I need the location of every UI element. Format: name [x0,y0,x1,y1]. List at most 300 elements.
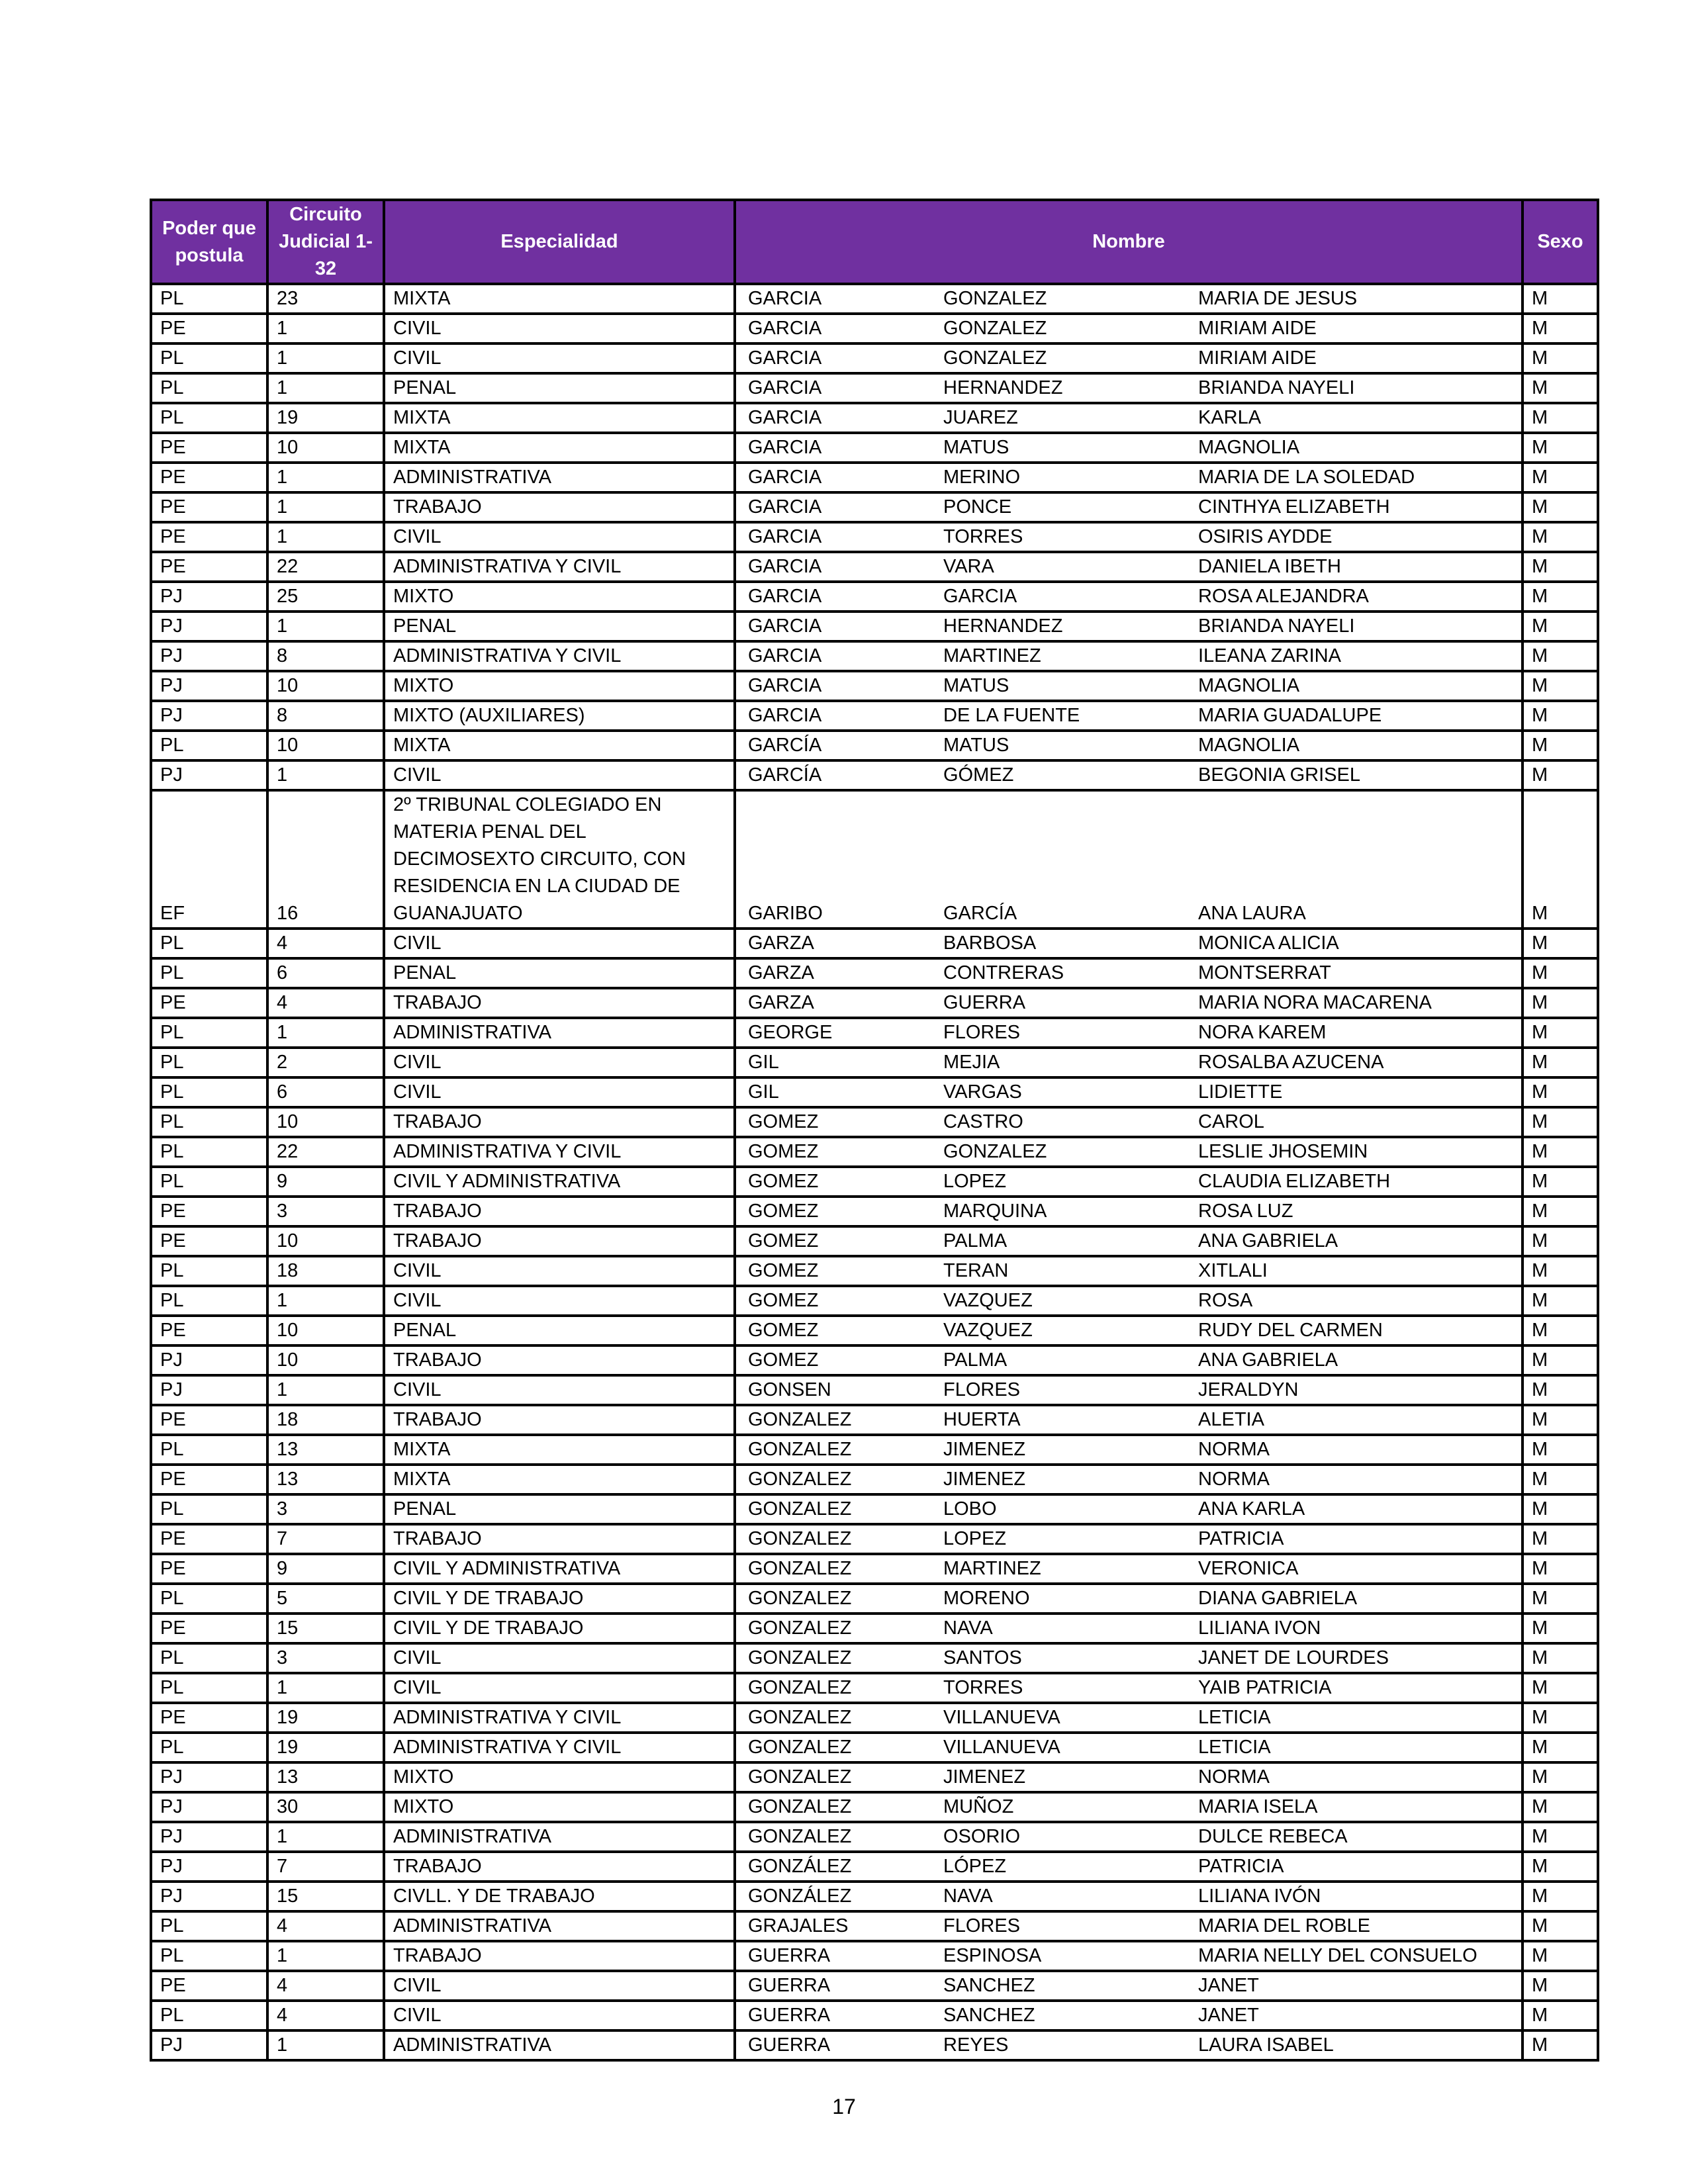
nombre-cell [735,1226,1523,1256]
apellido-paterno: GARCIA [748,526,822,547]
nombres: LAURA ISABEL [1198,2034,1334,2056]
nombres: LILIANA IVON [1198,1617,1321,1639]
header-especialidad: Especialidad [384,200,735,284]
especialidad-cell: CIVIL Y ADMINISTRATIVA [384,1554,735,1584]
table-row [151,1494,1598,1524]
apellido-paterno: GARCIA [748,675,822,696]
full-name [736,1942,1521,1970]
sexo-cell: M [1523,1316,1598,1345]
apellido-paterno: GARCIA [748,645,822,666]
nombres: ALETIA [1198,1409,1264,1430]
nombre-cell [735,492,1523,522]
especialidad-cell: CIVIL [384,1971,735,2001]
circuito-cell: 1 [267,1375,384,1405]
apellido-paterno: GARCÍA [748,735,822,756]
nombre-cell [735,1584,1523,1614]
sexo-cell: M [1523,314,1598,343]
nombre-cell [735,1137,1523,1167]
especialidad-cell: ADMINISTRATIVA [384,1018,735,1048]
apellido-paterno: GONZALEZ [748,1528,852,1549]
sexo-cell: M [1523,1584,1598,1614]
full-name [736,1377,1521,1404]
nombre-cell [735,760,1523,790]
table-row [151,1226,1598,1256]
sexo-cell: M [1523,790,1598,929]
poder-cell: PJ [151,701,267,731]
nombre-cell [735,2001,1523,2030]
circuito-cell: 8 [267,701,384,731]
poder-cell: PE [151,1554,267,1584]
circuito-cell: 10 [267,671,384,701]
poder-cell: PE [151,314,267,343]
nombres: NORMA [1198,1469,1270,1490]
sexo-cell: M [1523,701,1598,731]
nombre-cell [735,1703,1523,1733]
full-name [736,1734,1521,1761]
nombre-cell [735,2030,1523,2060]
table-row [151,343,1598,373]
nombres: MARIA DEL ROBLE [1198,1915,1371,1936]
nombres: PATRICIA [1198,1528,1284,1549]
nombres: KARLA [1198,407,1262,428]
circuito-cell: 19 [267,1703,384,1733]
apellido-paterno: GARZA [748,962,814,983]
table-row [151,988,1598,1018]
nombre-cell [735,1852,1523,1882]
sexo-cell: M [1523,1673,1598,1703]
circuito-cell: 3 [267,1643,384,1673]
apellido-materno: JIMENEZ [943,1766,1026,1788]
sexo-cell: M [1523,929,1598,958]
nombres: LIDIETTE [1198,1081,1283,1103]
nombres: MARIA DE JESUS [1198,288,1358,309]
apellido-materno: HUERTA [943,1409,1021,1430]
poder-cell: PE [151,1197,267,1226]
apellido-materno: FLORES [943,1379,1021,1400]
nombre-cell [735,1911,1523,1941]
apellido-materno: MERINO [943,467,1020,488]
especialidad-cell: TRABAJO [384,1226,735,1256]
full-name [736,285,1521,312]
apellido-paterno: GONZALEZ [748,1766,852,1788]
sexo-cell: M [1523,1971,1598,2001]
full-name [736,1794,1521,1821]
nombre-cell [735,671,1523,701]
sexo-cell: M [1523,958,1598,988]
full-name [736,553,1521,580]
poder-cell: PJ [151,641,267,671]
full-name [736,1436,1521,1463]
full-name [736,1406,1521,1433]
circuito-cell: 3 [267,1494,384,1524]
circuito-cell: 19 [267,1733,384,1762]
apellido-materno: MATUS [943,735,1009,756]
especialidad-cell: PENAL [384,373,735,403]
poder-cell: PE [151,522,267,552]
poder-cell: PE [151,1971,267,2001]
full-name [736,1853,1521,1880]
circuito-cell: 19 [267,403,384,433]
nombre-cell [735,1256,1523,1286]
apellido-materno: DE LA FUENTE [943,705,1080,726]
nombre-cell [735,284,1523,314]
nombre-cell [735,1197,1523,1226]
apellido-paterno: GUERRA [748,2034,831,2056]
nombre-cell [735,1762,1523,1792]
full-name [736,989,1521,1017]
circuito-cell: 10 [267,731,384,760]
poder-cell: PL [151,1107,267,1137]
poder-cell: PL [151,284,267,314]
full-name [736,960,1521,987]
full-name [736,930,1521,957]
sexo-cell: M [1523,1197,1598,1226]
circuito-cell: 13 [267,1762,384,1792]
full-name [736,404,1521,432]
circuito-cell: 2 [267,1048,384,1077]
table-row [151,1584,1598,1614]
table-row [151,790,1598,929]
apellido-paterno: GEORGE [748,1022,833,1043]
poder-cell: PE [151,1465,267,1494]
nombre-cell [735,1673,1523,1703]
full-name [736,1228,1521,1255]
nombres: MONICA ALICIA [1198,933,1339,954]
full-name [736,315,1521,342]
nombre-cell [735,1167,1523,1197]
header-poder: Poder que postula [151,200,267,284]
poder-cell: PL [151,1941,267,1971]
apellido-materno: GUERRA [943,992,1026,1013]
sexo-cell: M [1523,641,1598,671]
especialidad-cell: ADMINISTRATIVA Y CIVIL [384,1703,735,1733]
apellido-paterno: GARCIA [748,437,822,458]
poder-cell: PL [151,1256,267,1286]
apellido-materno: HERNANDEZ [943,615,1063,637]
header-circuito: Circuito Judicial 1-32 [267,200,384,284]
full-name [736,2002,1521,2029]
table-row [151,641,1598,671]
full-name [736,1466,1521,1493]
poder-cell: PE [151,988,267,1018]
full-name [736,1972,1521,1999]
apellido-materno: JIMENEZ [943,1439,1026,1460]
nombre-cell [735,1614,1523,1643]
poder-cell: PL [151,1286,267,1316]
especialidad-cell: PENAL [384,612,735,641]
nombre-cell [735,522,1523,552]
especialidad-cell: CIVIL Y DE TRABAJO [384,1614,735,1643]
apellido-materno: ESPINOSA [943,1945,1042,1966]
sexo-cell: M [1523,1375,1598,1405]
sexo-cell: M [1523,284,1598,314]
circuito-cell: 1 [267,2030,384,2060]
table-row [151,1256,1598,1286]
poder-cell: PJ [151,1822,267,1852]
circuito-cell: 3 [267,1197,384,1226]
sexo-cell: M [1523,552,1598,582]
apellido-paterno: GARCIA [748,407,822,428]
poder-cell: PL [151,373,267,403]
sexo-cell: M [1523,1107,1598,1137]
especialidad-cell: MIXTA [384,403,735,433]
table-row [151,1286,1598,1316]
circuito-cell: 1 [267,1673,384,1703]
nombre-cell [735,1971,1523,2001]
nombres: MARIA ISELA [1198,1796,1318,1817]
sexo-cell: M [1523,1256,1598,1286]
nombres: ROSALBA AZUCENA [1198,1052,1384,1073]
nombre-cell [735,1941,1523,1971]
apellido-paterno: GARCIA [748,288,822,309]
circuito-cell: 1 [267,314,384,343]
table-row [151,1375,1598,1405]
full-name [736,900,1521,927]
especialidad-cell: CIVIL Y DE TRABAJO [384,1584,735,1614]
especialidad-cell: ADMINISTRATIVA Y CIVIL [384,641,735,671]
poder-cell: PL [151,958,267,988]
apellido-materno: MEJIA [943,1052,1000,1073]
circuito-cell: 1 [267,522,384,552]
especialidad-cell: ADMINISTRATIVA [384,463,735,492]
nombre-cell [735,790,1523,929]
apellido-materno: HERNANDEZ [943,377,1063,398]
poder-cell: PL [151,1911,267,1941]
sexo-cell: M [1523,343,1598,373]
apellido-paterno: GARCIA [748,347,822,369]
nombre-cell [735,1286,1523,1316]
especialidad-cell: ADMINISTRATIVA Y CIVIL [384,552,735,582]
especialidad-cell: PENAL [384,1494,735,1524]
full-name [736,1138,1521,1165]
nombres: JERALDYN [1198,1379,1299,1400]
poder-cell: PE [151,1405,267,1435]
apellido-paterno: GOMEZ [748,1320,819,1341]
circuito-cell: 13 [267,1465,384,1494]
circuito-cell: 4 [267,929,384,958]
apellido-materno: VAZQUEZ [943,1290,1033,1311]
table-row [151,373,1598,403]
table-row [151,463,1598,492]
sexo-cell: M [1523,760,1598,790]
full-name [736,583,1521,610]
apellido-materno: MORENO [943,1588,1030,1609]
sexo-cell: M [1523,463,1598,492]
nombre-cell [735,731,1523,760]
especialidad-cell: 2º TRIBUNAL COLEGIADO EN MATERIA PENAL DEL DECIMOSEXTO CIRCUITO, CON RESIDENCIA EN LA CIUDAD DE GUANAJUATO [384,790,735,929]
full-name [736,1109,1521,1136]
apellido-materno: SANTOS [943,1647,1022,1668]
table-body [151,284,1598,2060]
apellido-paterno: GARIBO [748,903,823,924]
sexo-cell: M [1523,1882,1598,1911]
sexo-cell: M [1523,433,1598,463]
table-row [151,1614,1598,1643]
header-nombre: Nombre [735,200,1523,284]
poder-cell: PJ [151,1882,267,1911]
especialidad-cell: CIVIL [384,343,735,373]
apellido-paterno: GUERRA [748,1945,831,1966]
apellido-materno: GARCIA [943,586,1017,607]
apellido-paterno: GONZÁLEZ [748,1856,852,1877]
poder-cell: PJ [151,612,267,641]
nombre-cell [735,1405,1523,1435]
table-row [151,1703,1598,1733]
nombres: NORA KAREM [1198,1022,1327,1043]
poder-cell: PL [151,1077,267,1107]
apellido-materno: GONZALEZ [943,347,1047,369]
nombres: NORMA [1198,1439,1270,1460]
apellido-paterno: GONZALEZ [748,1469,852,1490]
apellido-materno: REYES [943,2034,1009,2056]
apellido-materno: MARQUINA [943,1201,1047,1222]
apellido-paterno: GONZALEZ [748,1498,852,1520]
especialidad-cell: TRABAJO [384,1405,735,1435]
full-name [736,345,1521,372]
circuito-cell: 10 [267,1226,384,1256]
apellido-paterno: GUERRA [748,2005,831,2026]
especialidad-cell: CIVIL [384,1256,735,1286]
apellido-paterno: GIL [748,1052,779,1073]
especialidad-cell: CIVIL [384,929,735,958]
especialidad-cell: MIXTA [384,433,735,463]
especialidad-cell: MIXTO (AUXILIARES) [384,701,735,731]
full-name [736,672,1521,700]
poder-cell: PL [151,2001,267,2030]
nombres: ANA GABRIELA [1198,1349,1338,1371]
apellido-paterno: GARCIA [748,556,822,577]
sexo-cell: M [1523,1911,1598,1941]
table-row [151,958,1598,988]
sexo-cell: M [1523,1345,1598,1375]
apellido-materno: SANCHEZ [943,2005,1035,2026]
circuito-cell: 1 [267,1822,384,1852]
table-row [151,1077,1598,1107]
apellido-paterno: GONZALEZ [748,1588,852,1609]
apellido-paterno: GUERRA [748,1975,831,1996]
full-name [736,375,1521,402]
full-name [736,1019,1521,1046]
poder-cell: PL [151,1048,267,1077]
apellido-paterno: GIL [748,1081,779,1103]
nombres: PATRICIA [1198,1856,1284,1877]
especialidad-cell: CIVIL Y ADMINISTRATIVA [384,1167,735,1197]
circuito-cell: 13 [267,1435,384,1465]
nombres: ANA KARLA [1198,1498,1305,1520]
sexo-cell: M [1523,1405,1598,1435]
table-row [151,2001,1598,2030]
nombres: BRIANDA NAYELI [1198,377,1355,398]
nombres: BRIANDA NAYELI [1198,615,1355,637]
table-row [151,1167,1598,1197]
table-row [151,403,1598,433]
table-row [151,1018,1598,1048]
circuito-cell: 7 [267,1852,384,1882]
apellido-paterno: GARCIA [748,377,822,398]
full-name [736,1049,1521,1076]
apellido-materno: VARA [943,556,994,577]
especialidad-cell: MIXTA [384,1435,735,1465]
circuito-cell: 4 [267,988,384,1018]
nombres: JANET [1198,2005,1259,2026]
sexo-cell: M [1523,988,1598,1018]
nombres: BEGONIA GRISEL [1198,764,1360,786]
circuito-cell: 22 [267,1137,384,1167]
poder-cell: PL [151,929,267,958]
nombre-cell [735,1018,1523,1048]
full-name [736,702,1521,729]
poder-cell: PL [151,1673,267,1703]
full-name [736,1287,1521,1314]
apellido-materno: CASTRO [943,1111,1023,1132]
apellido-paterno: GONZÁLEZ [748,1886,852,1907]
sexo-cell: M [1523,1167,1598,1197]
table-row [151,671,1598,701]
nombre-cell [735,929,1523,958]
sexo-cell: M [1523,1494,1598,1524]
poder-cell: PL [151,1733,267,1762]
nombre-cell [735,1494,1523,1524]
full-name [736,523,1521,551]
sexo-cell: M [1523,1435,1598,1465]
especialidad-cell: TRABAJO [384,1197,735,1226]
especialidad-cell: CIVIL [384,1077,735,1107]
especialidad-cell: MIXTO [384,582,735,612]
nombres: XITLALI [1198,1260,1268,1281]
apellido-paterno: GARCIA [748,705,822,726]
poder-cell: PE [151,1316,267,1345]
apellido-materno: LOPEZ [943,1528,1007,1549]
table-row [151,1435,1598,1465]
apellido-paterno: GONZALEZ [748,1439,852,1460]
apellido-paterno: GONZALEZ [748,1796,852,1817]
poder-cell: PL [151,343,267,373]
sexo-cell: M [1523,1941,1598,1971]
table-row [151,1524,1598,1554]
nombres: ROSA [1198,1290,1253,1311]
circuito-cell: 1 [267,343,384,373]
poder-cell: PE [151,1703,267,1733]
sexo-cell: M [1523,373,1598,403]
apellido-materno: NAVA [943,1617,993,1639]
especialidad-cell: CIVIL [384,314,735,343]
poder-cell: PE [151,433,267,463]
poder-cell: PJ [151,1345,267,1375]
poder-cell: PE [151,492,267,522]
nombre-cell [735,373,1523,403]
nombres: ANA LAURA [1198,903,1306,924]
especialidad-cell: CIVIL [384,1643,735,1673]
apellido-paterno: GOMEZ [748,1349,819,1371]
sexo-cell: M [1523,1614,1598,1643]
apellido-materno: VILLANUEVA [943,1707,1060,1728]
nombres: OSIRIS AYDDE [1198,526,1333,547]
poder-cell: PJ [151,760,267,790]
sexo-cell: M [1523,2030,1598,2060]
poder-cell: PE [151,1614,267,1643]
candidates-table [150,199,1599,2062]
table-row [151,1643,1598,1673]
circuito-cell: 18 [267,1405,384,1435]
poder-cell: PJ [151,582,267,612]
sexo-cell: M [1523,1137,1598,1167]
apellido-paterno: GOMEZ [748,1230,819,1251]
nombre-cell [735,403,1523,433]
poder-cell: PE [151,1226,267,1256]
nombre-cell [735,433,1523,463]
poder-cell: PE [151,552,267,582]
apellido-materno: TERAN [943,1260,1009,1281]
